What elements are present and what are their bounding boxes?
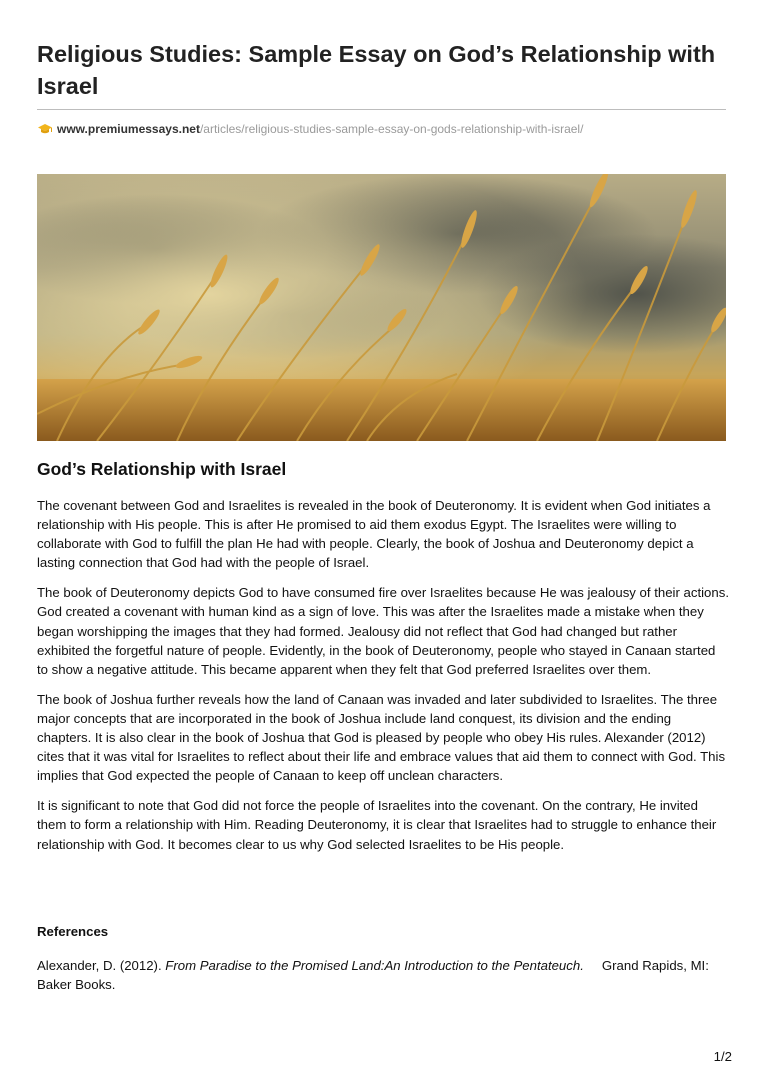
- source-line: [37, 121, 737, 139]
- source-path-link[interactable]: /articles/religious-studies-sample-essay-on-gods-relationship-with-israel/: [199, 122, 584, 136]
- paragraph: The book of Joshua further reveals how the land of Canaan was invaded and later subdivided to Israelites. The three major concepts that are incorporated in the book of Joshua include land conquest, its division and the ending chapters. It is also clear in the book of Joshua that God is pleased by people who obey His rules. Alexander (2012) cites that it was vital for Israelites to reflect about their life and embrace values that aid them to connect with God. This implies that God expected the people of Canaan to keep off unclean characters.: [37, 691, 726, 784]
- page-number: 1/2: [713, 1049, 732, 1064]
- reference-entry: [37, 956, 729, 994]
- source-domain-link[interactable]: www.premiumessays.net: [57, 122, 200, 136]
- paragraph: The covenant between God and Israelites is revealed in the book of Deuteronomy. It is evident when God initiates a relationship with His people. This is after He promised to aid them exodus Egypt. The Israelites were willing to collaborate with God to fulfill the plan He had with people. Clearly, the book of Joshua and Deuteronomy depict a lasting connection that God had with the people of Israel.: [37, 498, 711, 571]
- essay-body: [37, 496, 729, 865]
- reference-title: From Paradise to the Promised Land:An Introduction to the Pentateuch.: [165, 958, 584, 973]
- reference-publisher: Grand Rapids, MI: Baker Books.: [37, 958, 709, 992]
- section-heading: God’s Relationship with Israel: [37, 459, 287, 479]
- reference-author: Alexander, D. (2012).: [37, 958, 166, 973]
- paragraph: It is significant to note that God did not force the people of Israelites into the covenant. On the contrary, He invited them to form a relationship with Him. Reading Deuteronomy, it is clear that Israelites had to struggle to enhance their relationship with God. It becomes clear to us why God selected Israelites to be His people.: [37, 798, 717, 852]
- graduation-cap-icon: [37, 123, 53, 139]
- paragraph: The book of Deuteronomy depicts God to have consumed fire over Israelites because He was jealousy of their actions. God created a covenant with human kind as a sign of love. This was after the Israelites made a mistake when they began worshipping the images that they had formed. Jealousy did not reflect that God had changed but rather exhibited the forgetful nature of people. Evidently, in the book of Deuteronomy, people who stayed in Canaan started to show a negative attitude. This became apparent when they felt that God preferred Israelites over them.: [37, 585, 729, 677]
- document-title: Religious Studies: Sample Essay on God’s Relationship with Israel: [37, 41, 716, 99]
- title-divider: [37, 109, 726, 110]
- hero-image-wheat-field: [37, 174, 726, 441]
- references-heading: References: [37, 924, 109, 939]
